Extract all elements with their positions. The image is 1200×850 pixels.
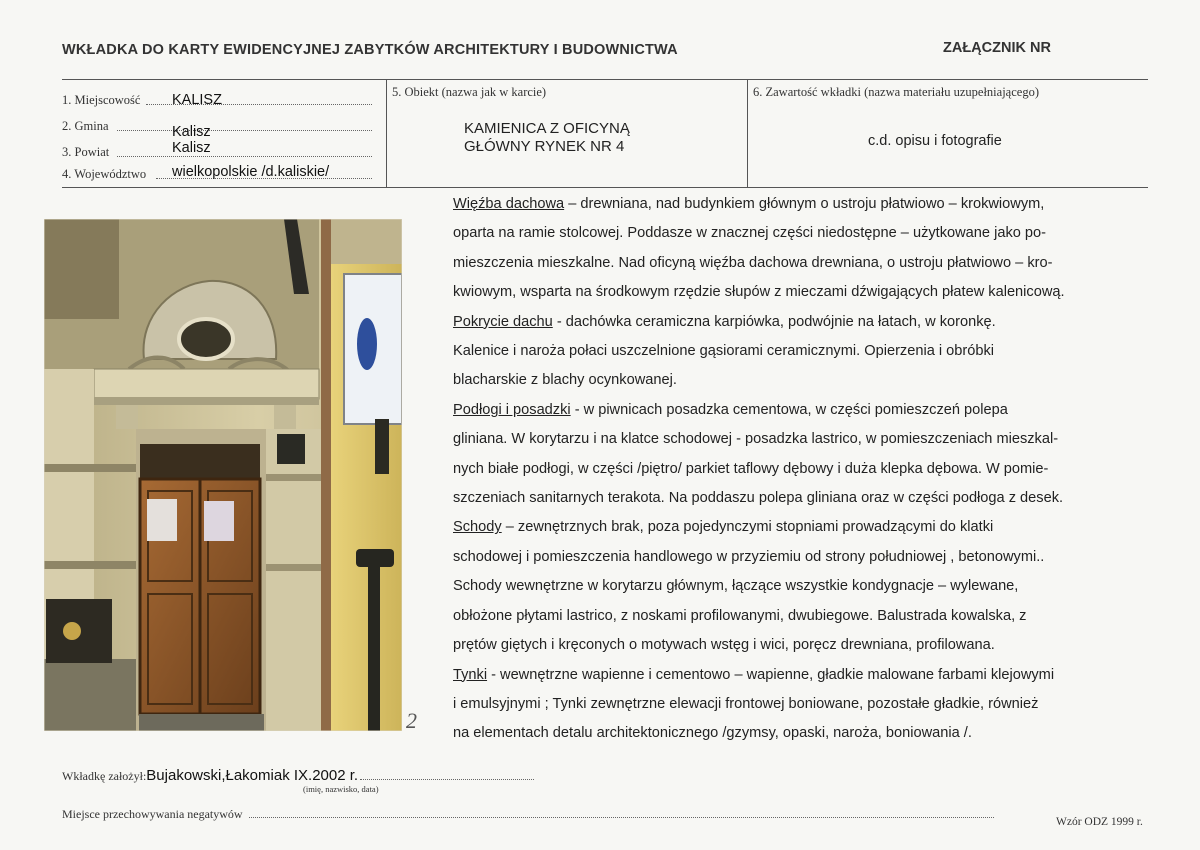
description-line: oparta na ramie stolcowej. Poddasze w znacznej części niedostępne – użytkowane jako po- [453, 225, 1046, 242]
description-line [453, 396, 1169, 425]
description-line: obłożone płytami lastrico, z noskami profilowanymi, dwubiegowe. Balustrada kowalska, z [453, 607, 1027, 624]
floors-section-title: Podłogi i posadzki [453, 401, 571, 418]
roof-cover-text: - dachówka ceramiczna karpiówka, podwójnie na łatach, w koronkę. [552, 313, 996, 330]
floors-text: - w piwnicach posadzka cementowa, w części pomieszczeń polepa [570, 401, 1008, 418]
field-district [62, 140, 372, 160]
roof-section-title: Więźba dachowa [453, 196, 565, 212]
roof-cover-section-title: Pokrycie dachu [453, 313, 553, 330]
photo-number: 2 [406, 708, 417, 733]
description-line: blacharskie z blachy ocynkowanej. [453, 372, 677, 389]
footer-created-by [62, 767, 534, 784]
description-line: i emulsyjnymi ; Tynki zewnętrzne elewacji frontowej boniowane, pozostałe gładkie, również [453, 695, 1039, 712]
header-top-rule [62, 79, 1148, 80]
field-voivodeship [62, 162, 372, 182]
description-line: kwiowym, wsparta na środkowym rzędzie słupów z mieczami dźwigających płatew kalenicową. [453, 284, 1065, 301]
field-locality [62, 88, 372, 108]
stairs-section-title: Schody [453, 519, 502, 536]
footer-storage [62, 807, 994, 822]
description-line [453, 190, 1169, 219]
description-line: Kalenice i naroża połaci uszczelnione gąsiorami ceramicznymi. Opierzenia i obróbki [453, 343, 995, 360]
description-line: schodowej i pomieszczenia handlowego w przyziemiu od strony południowej , betonowymi.. [453, 548, 1045, 565]
roof-text: – drewniana, nad budynkiem głównym o ustroju płatwiowo – krokwiowym, [564, 196, 1045, 212]
description-line: Schody wewnętrzne w korytarzu głównym, łączące wszystkie kondygnacje – wylewane, [453, 578, 1019, 595]
annex-label: ZAŁĄCZNIK NR [943, 40, 1051, 56]
field-voivodeship-value: wielkopolskie /d.kaliskie/ [172, 164, 330, 180]
object-name-line1: KAMIENICA Z OFICYNĄ [464, 120, 630, 137]
field-commune-value: Kalisz [172, 124, 211, 140]
footer-created-caption: (imię, nazwisko, data) [303, 784, 379, 794]
footer-created-value: Bujakowski,Łakomiak IX.2002 r. [146, 767, 359, 784]
footer-storage-label: Miejsce przechowywania negatywów [62, 807, 243, 821]
description-line: prętów giętych i kręconych o motywach wstęg i wici, poręcz drewniana, profilowana. [453, 637, 995, 654]
field-district-dots [117, 156, 372, 157]
footer-storage-dots [249, 817, 994, 818]
object-heading: 5. Obiekt (nazwa jak w karcie) [392, 85, 547, 99]
footer-created-dots [360, 779, 534, 780]
field-locality-value: KALISZ [172, 92, 222, 108]
object-name [464, 120, 630, 156]
description-text [453, 190, 1169, 749]
object-name-line2: GŁÓWNY RYNEK NR 4 [464, 138, 625, 155]
document-title: WKŁADKA DO KARTY EWIDENCYJNEJ ZABYTKÓW ARCHITEKTURY I BUDOWNICTWA [62, 42, 678, 58]
form-code: Wzór ODZ 1999 r. [1056, 816, 1143, 828]
header-bottom-rule [62, 187, 1148, 188]
description-line: nych białe podłogi, w części /piętro/ parkiet taflowy dębowy i duża klepka dębowa. W pomie- [453, 460, 1049, 477]
description-line [453, 661, 1169, 690]
description-line: na elementach detalu architektonicznego /gzymsy, opaski, naroża, boniowania /. [453, 725, 972, 742]
description-line: mieszczenia mieszkalne. Nad oficyną więźba dachowa drewniana, o ustroju płatwiowo – kro- [453, 254, 1053, 271]
field-district-value: Kalisz [172, 140, 211, 156]
description-line [453, 513, 1169, 542]
description-line: gliniana. W korytarzu i na klatce schodowej - posadzka lastrico, w pomieszczeniach mieszkal- [453, 431, 1059, 448]
field-commune-dots [117, 130, 372, 131]
field-locality-label: 1. Miejscowość [62, 93, 141, 107]
description-line: szczeniach sanitarnych terakota. Na poddaszu polepa gliniana oraz w części podłoga z desek. [453, 490, 1064, 507]
footer-created-label: Wkładkę założył: [62, 769, 147, 783]
field-commune [62, 114, 372, 140]
plaster-text: - wewnętrzne wapienne i cementowo – wapienne, gładkie malowane farbami klejowymi [487, 666, 1055, 683]
stairs-text: – zewnętrznych brak, poza pojedynczymi stopniami prowadzącymi do klatki [501, 519, 994, 536]
plaster-section-title: Tynki [453, 666, 488, 683]
contents-heading: 6. Zawartość wkładki (nazwa materiału uzupełniającego) [753, 85, 1039, 99]
header-divider-2 [747, 79, 748, 188]
description-line [453, 308, 1169, 337]
field-commune-label: 2. Gmina [62, 119, 109, 133]
field-district-label: 3. Powiat [62, 145, 110, 159]
contents-value: c.d. opisu i fotografie [868, 133, 1002, 149]
field-voivodeship-label: 4. Województwo [62, 167, 147, 181]
header-divider-1 [386, 79, 387, 188]
building-doorway-photo [44, 219, 402, 731]
